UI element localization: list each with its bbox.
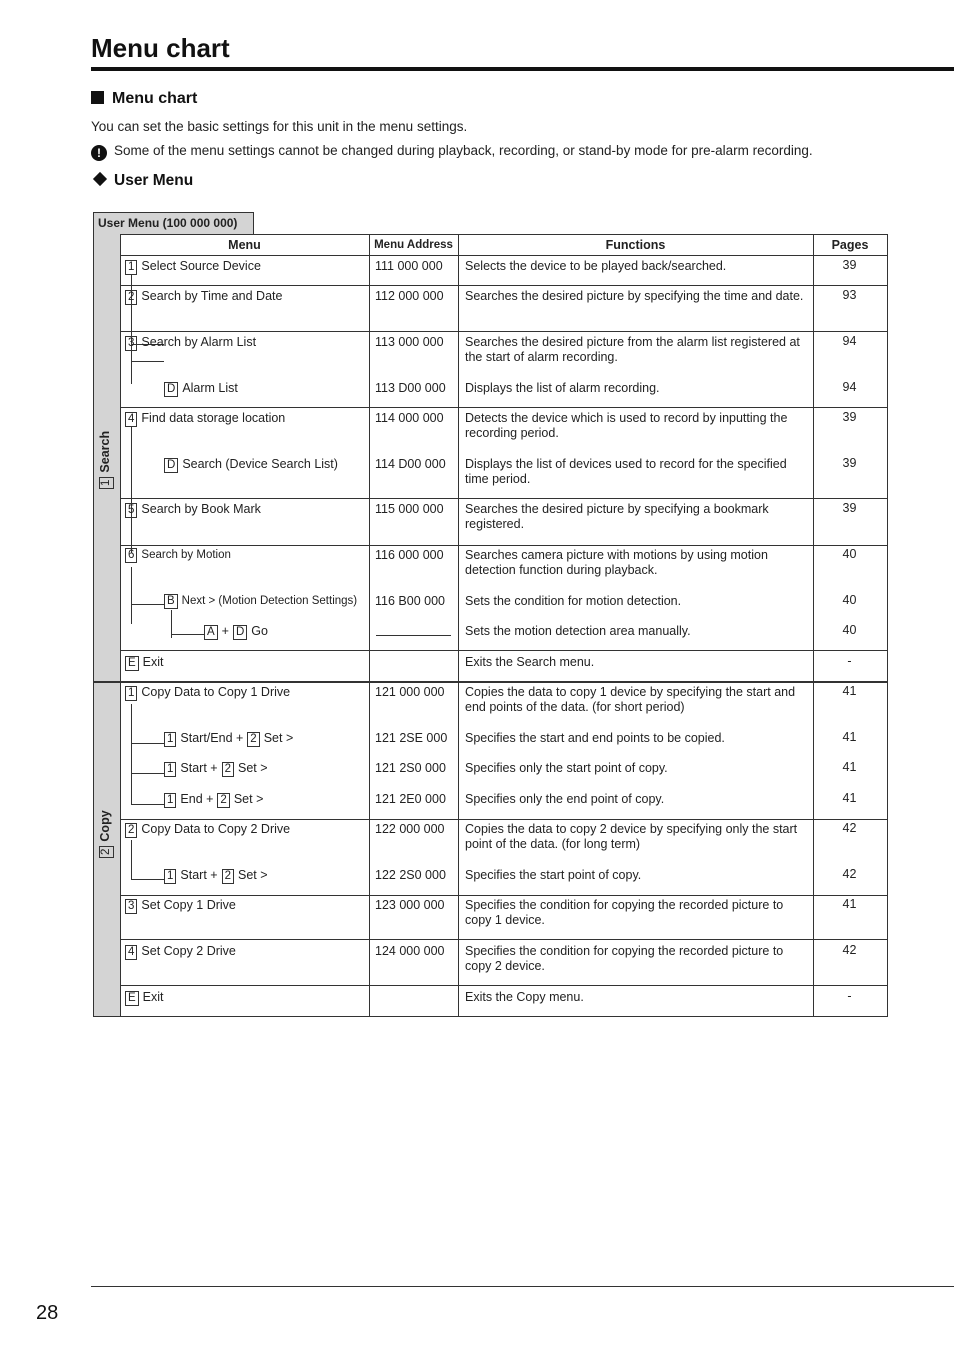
row-divider (120, 498, 888, 499)
group-label-text: Search (98, 430, 112, 473)
function-description: Displays the list of alarm recording. (465, 381, 660, 395)
menu-item-label: Search by Motion (141, 549, 231, 561)
menu-key: 2 (125, 290, 137, 305)
menu-address: 121 000 000 (375, 685, 445, 699)
menu-key: E (125, 991, 139, 1006)
page-reference: - (847, 989, 852, 1003)
page-reference: - (847, 654, 852, 668)
menu-key: 1 (125, 686, 137, 701)
page-reference: 93 (842, 288, 857, 302)
copy-group-label (98, 810, 114, 858)
function-description: Specifies the start and end points to be copied. (465, 731, 725, 745)
menu-item-label: Next > (Motion Detection Settings) (181, 595, 358, 607)
menu-key: 3 (125, 336, 137, 351)
table-border (369, 234, 370, 1017)
page-reference: 39 (842, 258, 857, 272)
address-column-header: Menu Address (374, 239, 453, 251)
function-description: Selects the device to be played back/searched. (465, 259, 727, 273)
menu-item-label: Select Source Device (141, 259, 261, 273)
sub-heading-text: User Menu (114, 172, 194, 189)
menu-item-label: Set > (263, 731, 294, 745)
title-rule (91, 67, 954, 71)
menu-item (125, 990, 164, 1006)
menu-item (164, 731, 293, 747)
page-reference: 41 (842, 791, 857, 805)
page-reference: 39 (842, 456, 857, 470)
menu-address: 112 000 000 (375, 289, 444, 303)
row-divider (120, 407, 888, 408)
note-text: Some of the menu settings cannot be changed during playback, recording, or stand-by mode for pre-alarm recording. (114, 143, 813, 158)
menu-key: A (204, 625, 218, 640)
key-joiner-text: End + (180, 792, 214, 806)
function-description: Searches the desired picture from the alarm list registered at the start of alarm recording. (465, 335, 800, 364)
menu-item (125, 289, 282, 305)
menu-address: 114 000 000 (375, 411, 444, 425)
function-description: Sets the motion detection area manually. (465, 624, 691, 638)
menu-item (164, 761, 268, 777)
page-reference: 40 (842, 623, 857, 637)
page-reference: 42 (842, 867, 857, 881)
menu-key: 2 (247, 732, 259, 747)
function-description: Copies the data to copy 2 device by specifying only the start point of the data. (for long term) (465, 822, 798, 851)
menu-item-label: Find data storage location (141, 411, 286, 425)
menu-column-header: Menu (228, 238, 261, 252)
menu-key: B (164, 594, 178, 609)
tree-connector (131, 840, 132, 879)
row-divider (120, 331, 888, 332)
menu-key: 2 (222, 869, 234, 884)
tree-connector (131, 879, 164, 880)
function-description: Specifies the condition for copying the recorded picture to copy 1 device. (465, 898, 784, 927)
menu-item-label: Set Copy 2 Drive (141, 944, 236, 958)
menu-key: 1 (164, 869, 176, 884)
function-description: Sets the condition for motion detection. (465, 594, 682, 608)
menu-item-label: Exit (142, 990, 164, 1004)
menu-item-label: Set > (237, 761, 268, 775)
menu-item-label: Copy Data to Copy 2 Drive (141, 822, 291, 836)
function-description: Detects the device which is used to record by inputting the recording period. (465, 411, 788, 440)
row-divider (120, 545, 888, 546)
menu-item-label: Exit (142, 655, 164, 669)
menu-item (125, 548, 231, 563)
menu-key: 2 (222, 762, 234, 777)
menu-address: 122 000 000 (375, 822, 445, 836)
menu-item (164, 381, 238, 397)
menu-item (164, 594, 357, 609)
menu-item (125, 411, 285, 427)
function-description: Searches camera picture with motions by using motion detection function during playback. (465, 548, 768, 577)
page-title: Menu chart (91, 33, 230, 63)
menu-address: 116 B00 000 (375, 594, 445, 608)
menu-item (125, 335, 256, 351)
tree-connector (171, 634, 204, 635)
page-reference: 94 (842, 380, 857, 394)
function-description: Exits the Copy menu. (465, 990, 584, 1004)
no-address-dash (376, 635, 451, 636)
page-reference: 41 (842, 760, 857, 774)
exclamation-icon: ! (91, 145, 107, 161)
menu-key: 1 (125, 260, 137, 275)
page-reference: 41 (842, 684, 857, 698)
menu-item (125, 502, 261, 518)
menu-item (164, 457, 338, 473)
menu-address: 116 000 000 (375, 548, 444, 562)
intro-text: You can set the basic settings for this unit in the menu settings. (91, 119, 468, 134)
menu-item-label: Search by Book Mark (141, 502, 261, 516)
menu-key: 1 (164, 793, 176, 808)
menu-address: 121 2SE 000 (375, 731, 448, 745)
menu-address: 115 000 000 (375, 502, 444, 516)
page-reference: 41 (842, 730, 857, 744)
table-tab-label: User Menu (100 000 000) (93, 212, 254, 234)
group-number-key: 1 (99, 477, 114, 489)
menu-item-label: Search by Alarm List (141, 335, 257, 349)
function-description: Specifies the start point of copy. (465, 868, 642, 882)
menu-item (164, 792, 263, 808)
menu-item-label: Copy Data to Copy 1 Drive (141, 685, 291, 699)
tree-connector (131, 604, 164, 605)
page-reference: 40 (842, 593, 857, 607)
row-divider (120, 819, 888, 820)
function-description: Displays the list of devices used to record for the specified time period. (465, 457, 787, 486)
page-number: 28 (36, 1302, 59, 1324)
menu-address: 114 D00 000 (375, 457, 446, 471)
row-divider (93, 681, 888, 683)
tree-connector (131, 743, 164, 744)
key-joiner-text: + (221, 624, 229, 638)
menu-chart-table (93, 234, 888, 1017)
key-joiner-text: Start + (180, 761, 218, 775)
table-border (120, 234, 121, 1017)
menu-address: 123 000 000 (375, 898, 445, 912)
functions-column-header: Functions (605, 238, 666, 252)
menu-address: 124 000 000 (375, 944, 445, 958)
table-border (458, 234, 459, 1017)
page-reference: 40 (842, 547, 857, 561)
menu-key: 2 (217, 793, 229, 808)
function-description: Specifies the condition for copying the recorded picture to copy 2 device. (465, 944, 784, 973)
menu-key: D (233, 625, 247, 640)
page-reference: 94 (842, 334, 857, 348)
row-divider (120, 895, 888, 896)
tree-connector (131, 567, 132, 624)
menu-item-label: Set > (233, 792, 264, 806)
menu-key: 1 (164, 762, 176, 777)
tree-connector (131, 773, 164, 774)
menu-item (204, 624, 268, 640)
key-joiner-text: Start/End + (180, 731, 244, 745)
function-description: Specifies only the start point of copy. (465, 761, 668, 775)
menu-key: D (164, 382, 178, 397)
note (91, 143, 813, 161)
pages-column-header: Pages (831, 238, 869, 252)
page-reference: 42 (842, 821, 857, 835)
sub-heading (91, 172, 193, 190)
menu-key: 3 (125, 899, 137, 914)
function-description: Searches the desired picture by specifying the time and date. (465, 289, 804, 303)
menu-address: 121 2S0 000 (375, 761, 446, 775)
menu-item-label: Set Copy 1 Drive (141, 898, 236, 912)
menu-key: E (125, 656, 139, 671)
menu-address: 113 D00 000 (375, 381, 446, 395)
group-label-text: Copy (98, 810, 112, 842)
function-description: Copies the data to copy 1 device by specifying the start and end points of the data. (for short period) (465, 685, 796, 714)
menu-address: 122 2S0 000 (375, 868, 446, 882)
menu-item-label: Search (Device Search List) (182, 457, 338, 471)
diamond-bullet-icon (93, 172, 107, 186)
page-reference: 42 (842, 943, 857, 957)
menu-key: D (164, 458, 178, 473)
function-description: Exits the Search menu. (465, 655, 595, 669)
search-group-label (98, 431, 114, 489)
table-border (93, 1016, 888, 1017)
tree-connector (131, 426, 132, 553)
menu-key: 2 (125, 823, 137, 838)
menu-item (125, 822, 290, 838)
menu-key: 4 (125, 412, 137, 427)
menu-address: 121 2E0 000 (375, 792, 446, 806)
row-divider (120, 939, 888, 940)
row-divider (120, 985, 888, 986)
menu-item-label: Alarm List (182, 381, 238, 395)
menu-item (125, 655, 164, 671)
section-heading-text: Menu chart (112, 90, 198, 107)
menu-address: 111 000 000 (375, 259, 443, 273)
page-reference: 39 (842, 501, 857, 515)
row-divider (120, 285, 888, 286)
function-description: Specifies only the end point of copy. (465, 792, 665, 806)
table-border (120, 234, 888, 235)
menu-item (125, 259, 261, 275)
menu-item-label: Go (251, 624, 268, 638)
square-bullet-icon (91, 91, 104, 104)
table-border (887, 234, 888, 1017)
menu-address: 113 000 000 (375, 335, 444, 349)
menu-item-label: Search by Time and Date (141, 289, 283, 303)
table-border (120, 255, 888, 256)
key-joiner-text: Start + (180, 868, 218, 882)
tree-connector (131, 804, 164, 805)
menu-key: 1 (164, 732, 176, 747)
menu-key: 5 (125, 503, 137, 518)
menu-item-label: Set > (237, 868, 268, 882)
page-reference: 41 (842, 897, 857, 911)
page-reference: 39 (842, 410, 857, 424)
tree-connector (131, 704, 132, 805)
tree-connector (131, 361, 164, 362)
row-divider (120, 650, 888, 651)
menu-key: 6 (125, 548, 137, 563)
menu-key: 4 (125, 945, 137, 960)
menu-item (125, 944, 236, 960)
menu-item (125, 898, 236, 914)
menu-item (125, 685, 290, 701)
menu-item (164, 868, 268, 884)
function-description: Searches the desired picture by specifying a bookmark registered. (465, 502, 769, 531)
section-heading (91, 90, 197, 108)
group-number-key: 2 (99, 846, 114, 858)
table-border (93, 234, 94, 1017)
footer-rule (91, 1286, 954, 1287)
